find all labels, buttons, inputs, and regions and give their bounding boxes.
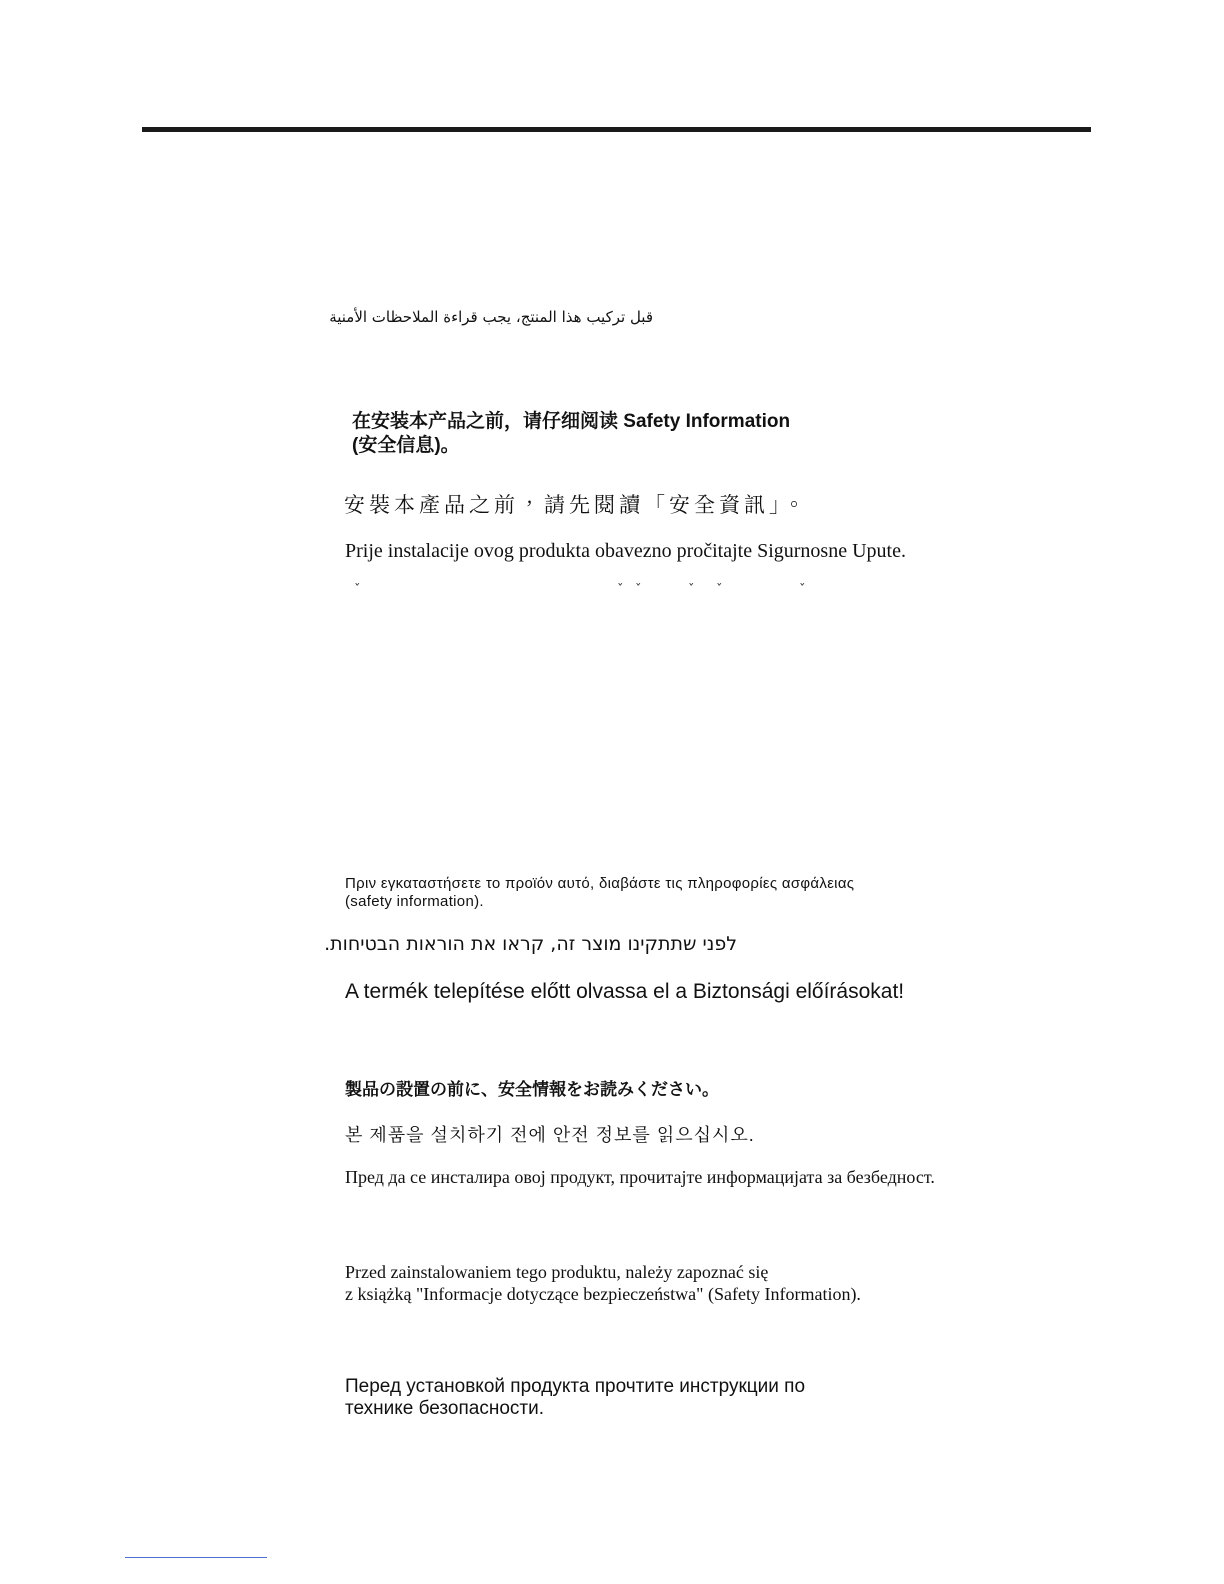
notice-hebrew: לפני שתתקינו מוצר זה, קראו את הוראות הבטיחות. bbox=[324, 933, 737, 955]
notice-greek bbox=[345, 875, 854, 911]
notice-korean: 본 제품을 설치하기 전에 안전 정보를 읽으십시오. bbox=[345, 1125, 755, 1145]
footnote-separator bbox=[125, 1557, 267, 1558]
caron-mark: ˇ bbox=[716, 583, 723, 598]
notice-polish-line-1: Przed zainstalowaniem tego produktu, należy zapoznać się bbox=[345, 1262, 769, 1282]
notice-greek-line-2: (safety information). bbox=[345, 893, 484, 910]
notice-russian-line-1: Перед установкой продукта прочтите инструкции по bbox=[345, 1376, 806, 1397]
notice-croatian: Prije instalacije ovog produkta obavezno pročitajte Sigurnosne Upute. bbox=[345, 540, 906, 562]
caron-mark: ˇ bbox=[799, 583, 806, 598]
caron-mark: ˇ bbox=[617, 583, 624, 598]
caron-mark: ˇ bbox=[354, 583, 361, 598]
notice-chinese-traditional: 安裝本產品之前，請先閱讀「安全資訊」。 bbox=[344, 493, 809, 517]
notice-macedonian: Пред да се инсталира овој продукт, прочитајте информацијата за безбедност. bbox=[345, 1167, 935, 1187]
notice-arabic: قبل تركيب هذا المنتج، يجب قراءة الملاحظات الأمنية bbox=[329, 308, 653, 326]
notice-chinese-simplified bbox=[352, 410, 790, 458]
notice-chinese-simplified-line-2: (安全信息)。 bbox=[352, 435, 460, 456]
notice-greek-line-1: Πριν εγκαταστήσετε το προϊόν αυτό, διαβάστε τις πληροφορίες ασφάλειας bbox=[345, 875, 855, 892]
caron-mark: ˇ bbox=[635, 583, 642, 598]
notice-hungarian: A termék telepítése előtt olvassa el a Biztonsági előírásokat! bbox=[345, 980, 905, 1003]
stray-diacritic-marks bbox=[354, 583, 814, 597]
notice-polish bbox=[345, 1261, 861, 1305]
notice-russian-line-2: технике безопасности. bbox=[345, 1398, 545, 1419]
header-rule bbox=[142, 127, 1091, 132]
notice-japanese: 製品の設置の前に、安全情報をお読みください。 bbox=[345, 1080, 719, 1099]
caron-mark: ˇ bbox=[688, 583, 695, 598]
notice-chinese-simplified-line-1: 在安装本产品之前，请仔细阅读 Safety Information bbox=[352, 411, 791, 432]
notice-russian bbox=[345, 1376, 805, 1420]
notice-polish-line-2: z książką "Informacje dotyczące bezpieczeństwa" (Safety Information). bbox=[345, 1284, 861, 1304]
